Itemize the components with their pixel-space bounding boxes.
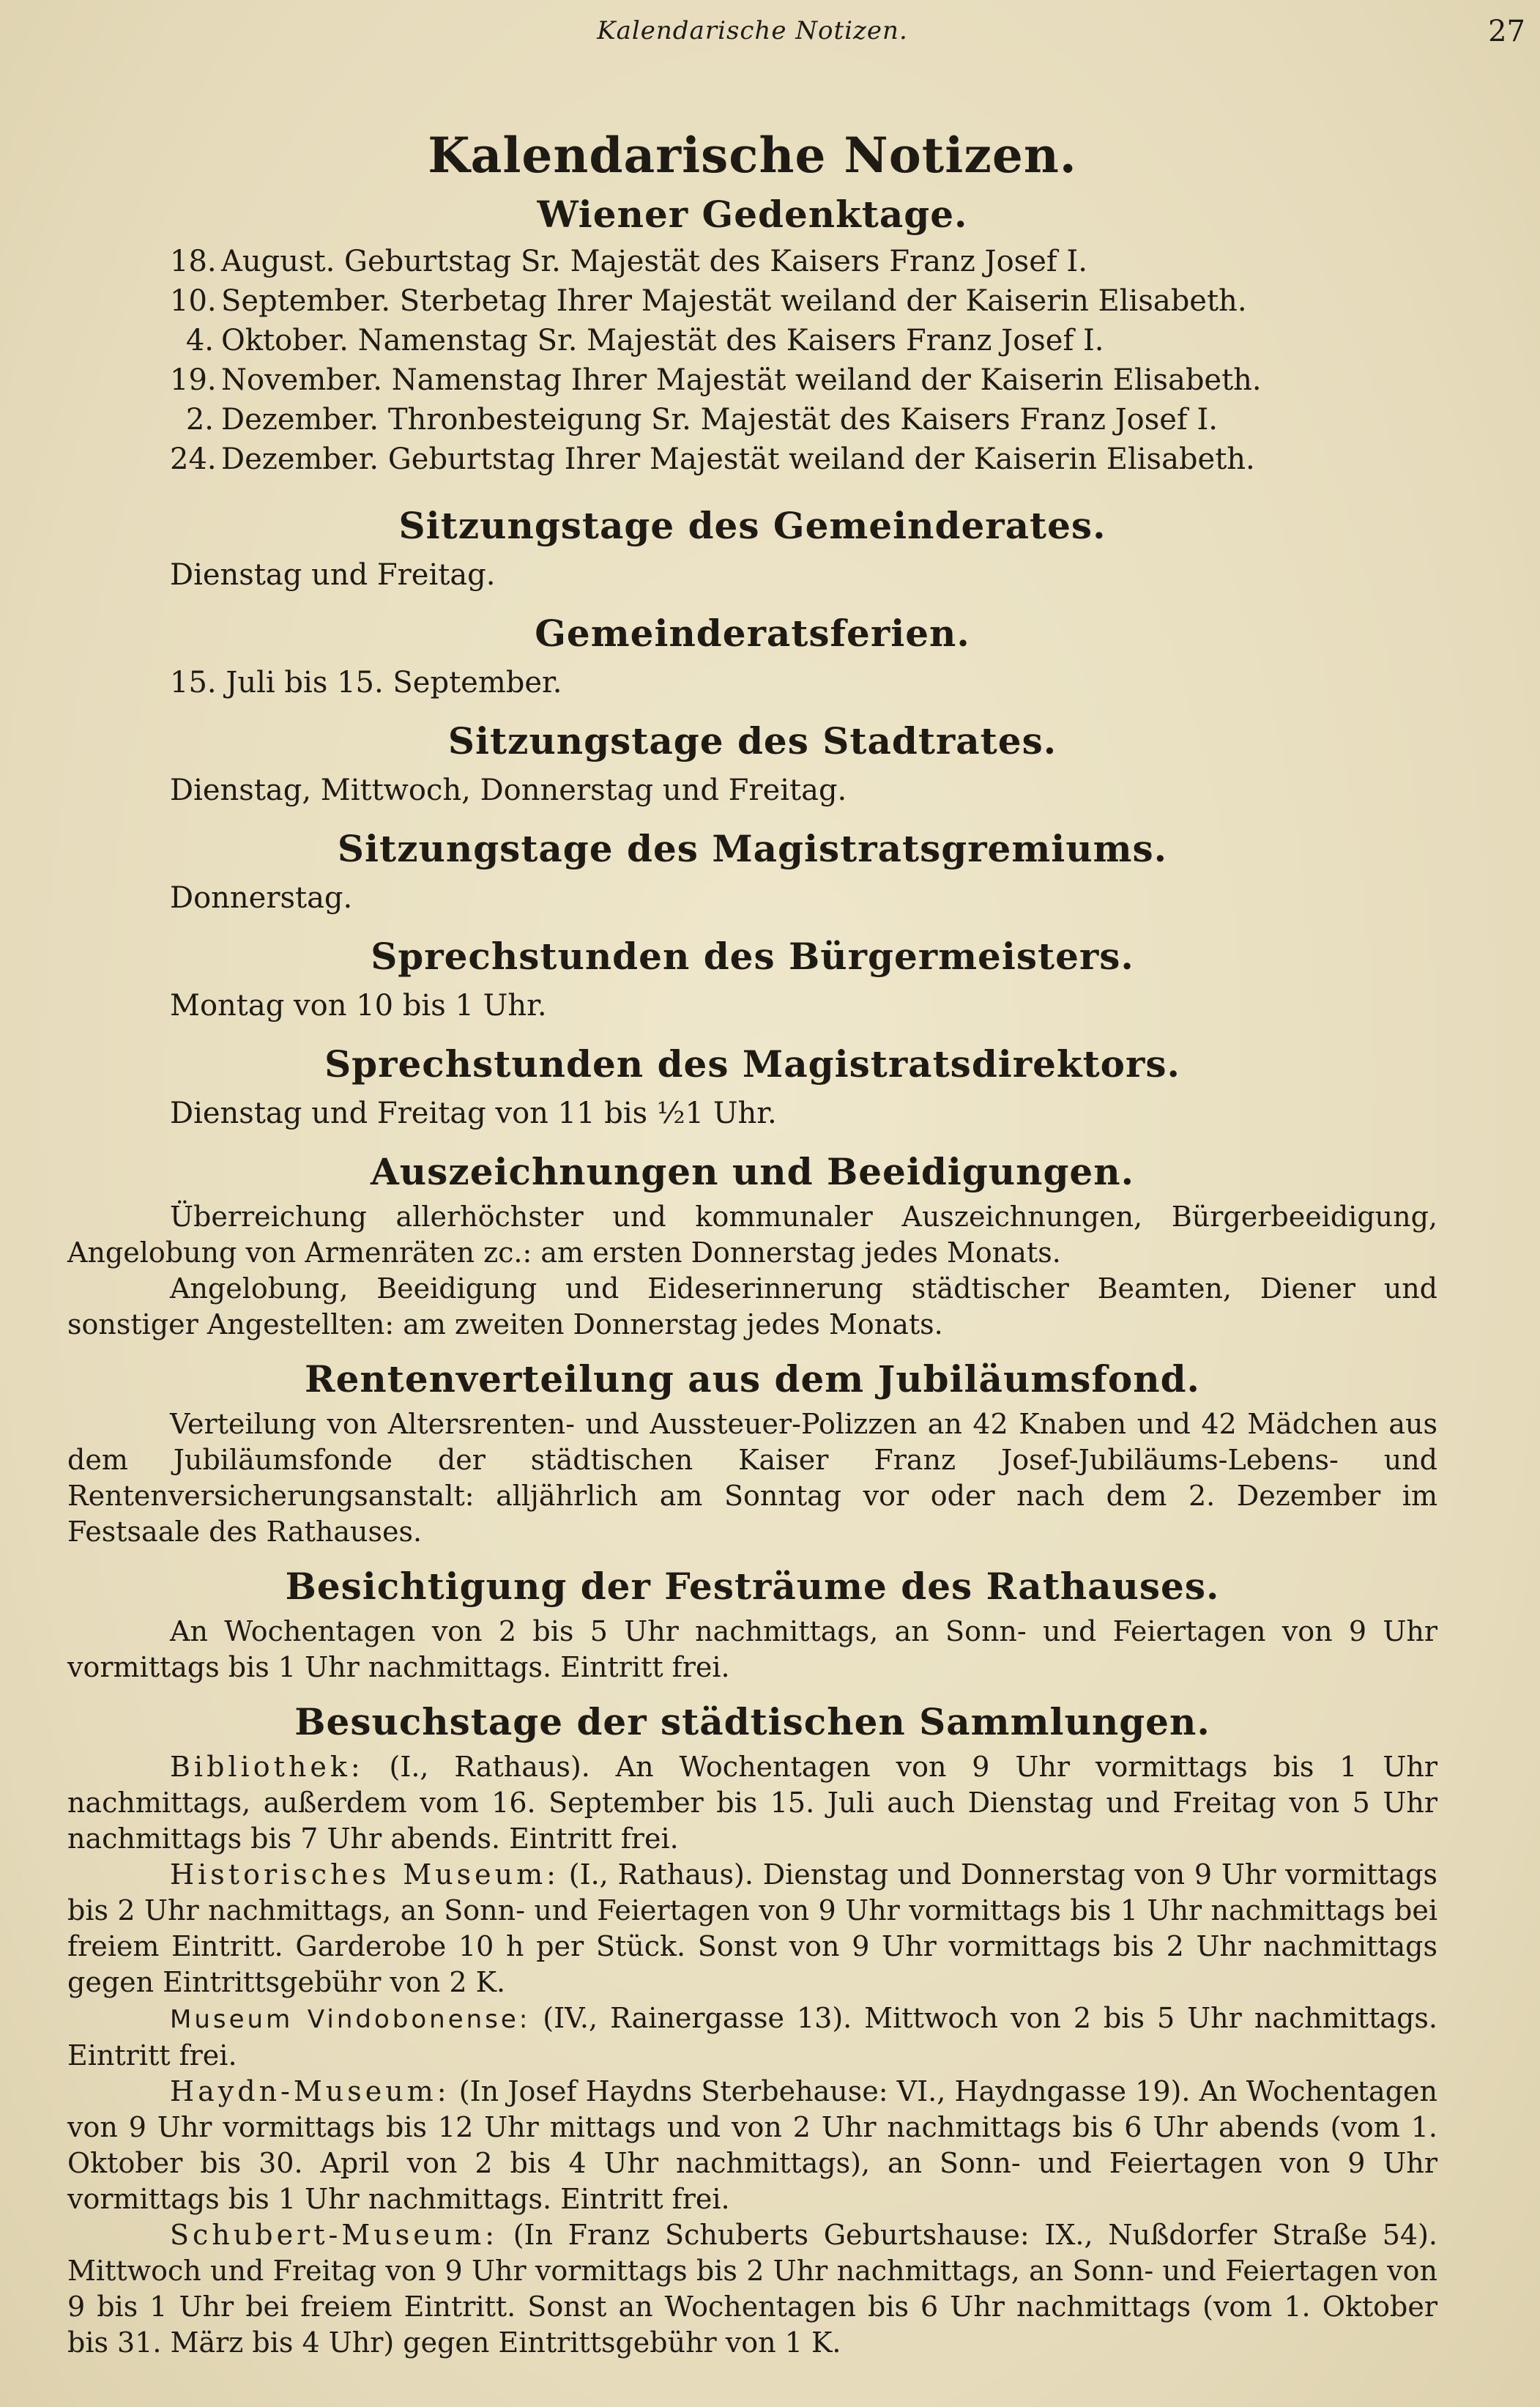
gedenktag-day: 24. xyxy=(170,442,217,476)
gedenktag-row xyxy=(67,281,1437,321)
sammlung-entry xyxy=(67,1749,1437,1857)
gedenktag-day: 19. xyxy=(170,363,217,397)
section-heading-auszeichnungen: Auszeichnungen und Beeidigungen. xyxy=(371,1150,1134,1193)
auszeichnungen-paragraph: Angelobung, Beeidigung und Eideserinnerung städtischer Beamten, Diener und sonstiger Angestellten: am zweiten Donnerstag jedes Monats. xyxy=(67,1272,1437,1340)
sammlung-name: Bibliothek: xyxy=(170,1751,364,1783)
gedenktag-day: 2. xyxy=(185,403,214,437)
sammlung-text: (In Josef Haydns Sterbehause: VI., Haydngasse 19). An Wochentagen von 9 Uhr vormittags bis 12 Uhr mittags und von 2 Uhr nachmittags bis 6 Uhr abends (vom 1. Oktober bis 30. April von 2 bis 4 Uhr nachmittags), an Sonn- und Feiertagen von 9 Uhr vormittags bis 1 Uhr nachmittags. Eintritt frei. xyxy=(67,2075,1437,2215)
sammlung-entry xyxy=(67,2000,1437,2074)
gedenktag-text: Oktober. Namenstag Sr. Majestät des Kaisers Franz Josef I. xyxy=(221,324,1104,357)
gedenktag-row xyxy=(67,400,1437,440)
section-heading-rentenverteilung: Rentenverteilung aus dem Jubiläumsfond. xyxy=(305,1357,1200,1401)
sammlung-name: Haydn-Museum: xyxy=(170,2075,450,2107)
running-header xyxy=(67,13,1525,57)
gedenktage-list xyxy=(67,242,1437,479)
rentenverteilung-paragraph: Verteilung von Altersrenten- und Aussteuer-Polizzen an 42 Knaben und 42 Mädchen aus dem Jubiläumsfonde der städtischen Kaiser Franz Josef-Jubiläums-Lebens- und Rentenversicherungsanstalt: alljährlich am Sonntag vor oder nach dem 2. Dezember im Festsaale des Rathauses. xyxy=(67,1408,1437,1548)
sammlung-entry xyxy=(67,2074,1437,2217)
section-heading-buergermeister: Sprechstunden des Bürgermeisters. xyxy=(371,935,1134,978)
sammlung-entry xyxy=(67,1857,1437,2000)
section-heading-gedenktage: Wiener Gedenktage. xyxy=(537,193,968,236)
buergermeister-text: Montag von 10 bis 1 Uhr. xyxy=(170,989,547,1023)
sammlung-name: Museum Vindobonense: xyxy=(170,2005,531,2034)
running-title: Kalendarische Notizen. xyxy=(597,16,908,45)
sammlung-text: (In Franz Schuberts Geburtshause: IX., Nußdorfer Straße 54). Mittwoch und Freitag von 9 Uhr vormittags bis 2 Uhr nachmittags, an Sonn- und Feiertagen von 9 bis 1 Uhr bei freiem Eintritt. Sonst an Wochentagen bis 6 Uhr nachmittags (vom 1. Oktober bis 31. März bis 4 Uhr) gegen Eintrittsgebühr von 1 K. xyxy=(67,2219,1437,2359)
sammlung-text: (I., Rathaus). An Wochentagen von 9 Uhr vormittags bis 1 Uhr nachmittags, außerdem vom 16. September bis 15. Juli auch Dienstag und Freitag von 5 Uhr nachmittags bis 7 Uhr abends. Eintritt frei. xyxy=(67,1751,1437,1855)
festraeume-paragraph: An Wochentagen von 2 bis 5 Uhr nachmittags, an Sonn- und Feiertagen von 9 Uhr vormittags bis 1 Uhr nachmittags. Eintritt frei. xyxy=(67,1615,1437,1683)
section-heading-stadtrat: Sitzungstage des Stadtrates. xyxy=(447,719,1057,763)
gedenktag-text: September. Sterbetag Ihrer Majestät weiland der Kaiserin Elisabeth. xyxy=(221,284,1247,318)
gemeinderat-text: Dienstag und Freitag. xyxy=(170,558,496,592)
gedenktag-text: August. Geburtstag Sr. Majestät des Kaisers Franz Josef I. xyxy=(221,245,1087,278)
stadtrat-text: Dienstag, Mittwoch, Donnerstag und Freitag. xyxy=(170,774,847,807)
sammlung-text: (I., Rathaus). Dienstag und Donnerstag von 9 Uhr vormittags bis 2 Uhr nachmittags, an Sonn- und Feiertagen von 9 Uhr vormittags bis 1 Uhr nachmittags bei freiem Eintritt. Garderobe 10 h per Stück. Sonst von 9 Uhr vormittags bis 2 Uhr nachmittags gegen Eintrittsgebühr von 2 K. xyxy=(67,1858,1437,1998)
magistratsgremium-text: Donnerstag. xyxy=(170,881,353,915)
auszeichnungen-paragraph: Überreichung allerhöchster und kommunaler Auszeichnungen, Bürgerbeeidigung, Angelobung von Armenräten zc.: am ersten Donnerstag jedes Monats. xyxy=(67,1201,1437,1269)
gedenktag-day: 10. xyxy=(170,284,217,318)
gedenktag-text: November. Namenstag Ihrer Majestät weiland der Kaiserin Elisabeth. xyxy=(221,363,1262,397)
gedenktag-day: 18. xyxy=(170,245,217,278)
sammlung-name: Schubert-Museum: xyxy=(170,2219,499,2251)
gedenktag-row xyxy=(67,360,1437,400)
page-number: 27 xyxy=(1488,15,1525,48)
section-heading-sammlungen: Besuchstage der städtischen Sammlungen. xyxy=(294,1700,1210,1743)
sammlung-text: (IV., Rainergasse 13). Mittwoch von 2 bis 5 Uhr nachmittags. Eintritt frei. xyxy=(67,2002,1437,2072)
sammlung-name: Historisches Museum: xyxy=(170,1858,559,1891)
gedenktag-text: Dezember. Geburtstag Ihrer Majestät weiland der Kaiserin Elisabeth. xyxy=(221,442,1255,476)
magistratsdirektor-text: Dienstag und Freitag von 11 bis ½1 Uhr. xyxy=(170,1097,777,1130)
section-heading-ferien: Gemeinderatsferien. xyxy=(535,612,970,655)
section-heading-magistratsdirektor: Sprechstunden des Magistratsdirektors. xyxy=(324,1042,1180,1086)
page-title: Kalendarische Notizen. xyxy=(428,127,1077,184)
gedenktag-text: Dezember. Thronbesteigung Sr. Majestät des Kaisers Franz Josef I. xyxy=(221,403,1218,437)
gedenktag-day: 4. xyxy=(185,324,214,357)
ferien-text: 15. Juli bis 15. September. xyxy=(170,666,562,700)
section-heading-festraeume: Besichtigung der Festräume des Rathauses. xyxy=(285,1565,1220,1608)
section-heading-magistratsgremium: Sitzungstage des Magistratsgremiums. xyxy=(337,827,1168,870)
gedenktag-row xyxy=(67,440,1437,479)
sammlung-entry xyxy=(67,2217,1437,2361)
gedenktag-row xyxy=(67,321,1437,360)
section-heading-gemeinderat: Sitzungstage des Gemeinderates. xyxy=(398,504,1106,547)
gedenktag-row xyxy=(67,242,1437,281)
